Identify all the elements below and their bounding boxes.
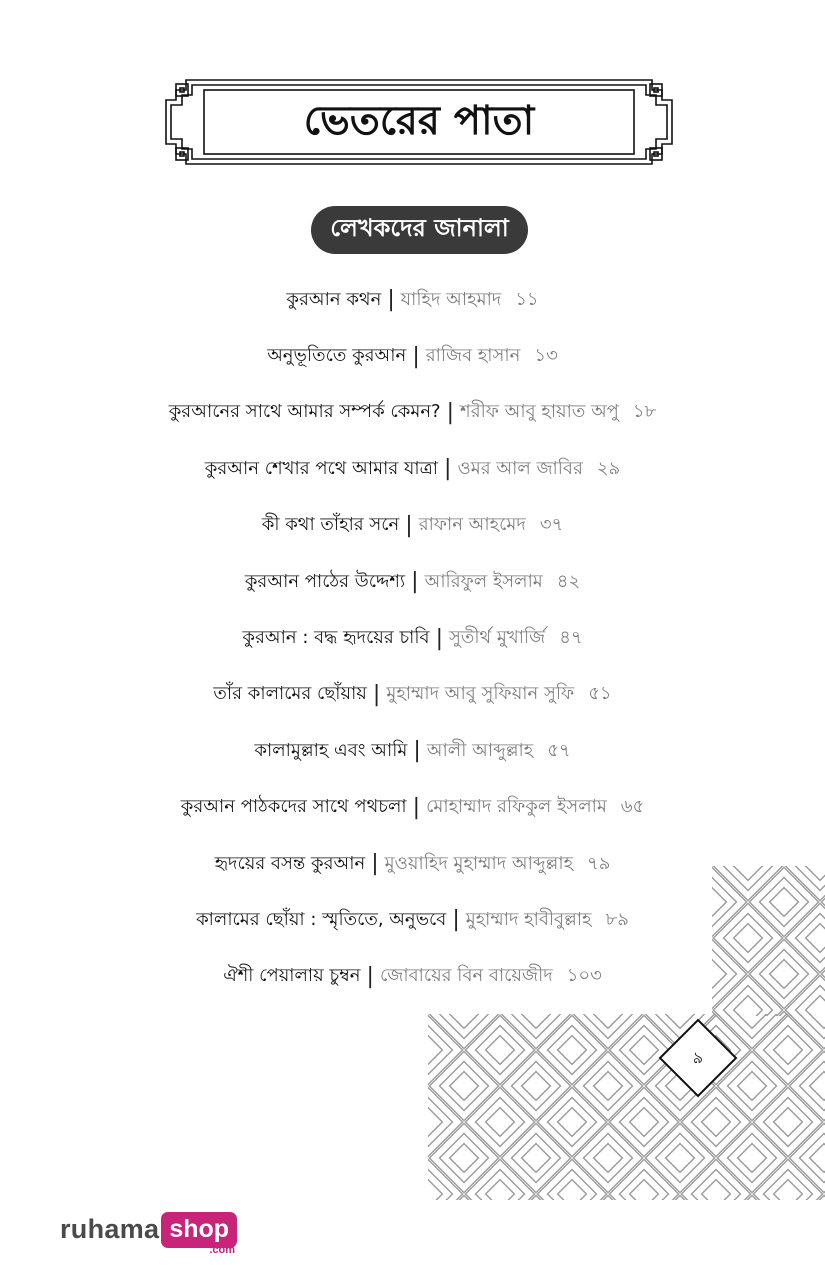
toc-entry-title: কুরআন : বদ্ধ হৃদয়ের চাবি	[242, 627, 430, 649]
pattern-diamond	[738, 1014, 767, 1028]
toc-separator: |	[411, 569, 419, 595]
toc-entry-page: ৩৭	[539, 514, 564, 536]
logo-suffix: .com	[209, 1244, 236, 1256]
publisher-logo	[60, 1212, 237, 1260]
toc-separator: |	[412, 343, 420, 369]
toc-entry-title: ঐশী পেয়ালায় চুম্বন	[223, 965, 361, 987]
page-number: ৯	[692, 1047, 704, 1067]
toc-entry	[0, 385, 825, 441]
toc-separator: |	[413, 738, 421, 764]
pattern-diamond	[573, 1014, 642, 1049]
pattern-diamond	[666, 1144, 695, 1173]
toc-entry	[0, 328, 825, 384]
toc-entry	[0, 272, 825, 328]
toc-entry-title: তাঁর কালামের ছোঁয়ায়	[213, 683, 367, 705]
pattern-diamond	[486, 1180, 515, 1200]
pattern-diamond	[594, 1014, 623, 1028]
pattern-diamond	[428, 1087, 463, 1156]
pattern-diamond	[522, 1072, 551, 1101]
toc-entry-author: ওমর আল জাবির	[457, 457, 583, 479]
toc-entry-title: হৃদয়ের বসন্ত কুরআন	[214, 852, 366, 874]
title-frame	[164, 78, 674, 166]
pattern-diamond	[594, 1072, 623, 1101]
toc-separator: |	[444, 456, 452, 482]
toc-entry	[0, 441, 825, 497]
pattern-diamond	[774, 1108, 803, 1137]
pattern-diamond	[630, 1180, 659, 1200]
pattern-diamond	[450, 1072, 479, 1101]
toc-entry	[0, 780, 825, 836]
pattern-diamond	[522, 1144, 551, 1173]
toc-entry-author: মোহাম্মাদ রফিকুল ইসলাম	[426, 796, 607, 818]
toc-entry-author: সুতীর্থ মুখার্জি	[448, 627, 546, 649]
toc-entry-title: কী কথা তাঁহার সনে	[261, 514, 400, 536]
toc-entry-title: কালামের ছোঁয়া : স্মৃতিতে, অনুভবে	[196, 908, 447, 930]
pattern-diamond	[428, 1015, 463, 1084]
logo-badge-text: shop	[161, 1212, 237, 1248]
pattern-diamond	[774, 1180, 803, 1200]
logo-brand-text: ruhama	[60, 1214, 160, 1244]
pattern-diamond	[810, 1072, 825, 1101]
toc-entry-author: শরীফ আবু হায়াত অপু	[460, 401, 619, 423]
toc-entry-title: কুরআন কথন	[286, 288, 382, 310]
toc-entry	[0, 667, 825, 723]
pattern-diamond	[501, 1014, 570, 1049]
toc-entry-page: ৫১	[588, 683, 612, 705]
toc-entry-page: ৫৭	[547, 739, 571, 761]
toc-entry-page: ৪২	[556, 570, 581, 592]
pattern-diamond	[702, 1108, 731, 1137]
pattern-diamond	[630, 1036, 659, 1065]
pattern-diamond	[428, 1036, 442, 1065]
pattern-diamond	[558, 1036, 587, 1065]
logo-badge	[161, 1212, 237, 1256]
pattern-diamond	[789, 1051, 825, 1120]
toc-entry-page: ৭৯	[587, 852, 611, 874]
pattern-diamond	[428, 1108, 442, 1137]
toc-entry-page: ৪৭	[559, 627, 583, 649]
pattern-diamond	[738, 1144, 767, 1173]
pattern-diamond	[738, 1072, 767, 1101]
toc-entry-author: যাহিদ আহমাদ	[400, 288, 502, 310]
pattern-diamond	[522, 1014, 551, 1028]
toc-entry-author: রাজিব হাসান	[425, 345, 521, 367]
toc-separator: |	[435, 625, 443, 651]
decorative-pattern-bottom	[428, 1014, 825, 1200]
toc-entry-author: আরিফুল ইসলাম	[424, 570, 543, 592]
pattern-diamond	[630, 1108, 659, 1137]
toc-entry	[0, 949, 825, 1005]
toc-entry-page: ১০৩	[566, 965, 602, 987]
toc-entry-title: কুরআনের সাথে আমার সম্পর্ক কেমন?	[168, 401, 441, 423]
pattern-diamond	[789, 1123, 825, 1192]
toc-entry-page: ৬৫	[620, 796, 645, 818]
pattern-diamond	[429, 1014, 498, 1049]
toc-entry-title: অনুভূতিতে কুরআন	[267, 345, 407, 367]
toc-entry-page: ৮৯	[605, 908, 629, 930]
toc-entry-page: ২৯	[596, 457, 621, 479]
toc-entry-title: কালামুল্লাহ এবং আমি	[254, 739, 408, 761]
toc-separator: |	[412, 794, 421, 820]
toc-entry-page: ১৮	[632, 401, 657, 423]
toc-separator: |	[371, 851, 379, 877]
toc-entry	[0, 836, 825, 892]
pattern-diamond	[594, 1144, 623, 1173]
section-heading: লেখকদের জানালা	[311, 206, 528, 254]
toc-entry	[0, 892, 825, 948]
pattern-diamond	[558, 1108, 587, 1137]
pattern-diamond	[810, 1144, 825, 1173]
toc-entry-page: ১৩	[534, 345, 558, 367]
page-title: ভেতরের পাতা	[303, 97, 535, 144]
toc-entry-author: মুওয়াহিদ মুহাম্মাদ আব্দুল্লাহ	[384, 852, 574, 874]
toc-separator: |	[387, 287, 395, 313]
toc-separator: |	[452, 907, 460, 933]
toc-entry	[0, 554, 825, 610]
table-of-contents	[0, 272, 825, 1005]
pattern-diamond	[486, 1036, 515, 1065]
toc-entry-author: মুহাম্মাদ আবু সুফিয়ান সুফি	[386, 683, 575, 705]
page-number-badge	[658, 1018, 738, 1098]
pattern-diamond	[450, 1144, 479, 1173]
pattern-diamond	[558, 1180, 587, 1200]
toc-entry-author: জোবায়ের বিন বায়েজীদ	[379, 965, 553, 987]
toc-separator: |	[366, 963, 374, 989]
toc-separator: |	[405, 512, 413, 538]
toc-entry	[0, 610, 825, 666]
toc-entry	[0, 498, 825, 554]
pattern-diamond	[450, 1014, 479, 1028]
toc-entry-author: আলী আব্দুল্লাহ	[426, 739, 534, 761]
toc-entry-title: কুরআন পাঠের উদ্দেশ্য	[244, 570, 406, 592]
toc-separator: |	[372, 681, 381, 707]
toc-entry-title: কুরআন পাঠকদের সাথে পথচলা	[180, 796, 407, 818]
pattern-diamond	[486, 1108, 515, 1137]
toc-entry-title: কুরআন শেখার পথে আমার যাত্রা	[204, 457, 439, 479]
toc-separator: |	[446, 399, 455, 425]
pattern-diamond	[789, 1014, 825, 1049]
pattern-diamond	[702, 1180, 731, 1200]
pattern-diamond	[774, 1036, 803, 1065]
toc-entry	[0, 723, 825, 779]
toc-entry-author: মুহাম্মাদ হাবীবুল্লাহ	[465, 908, 592, 930]
toc-entry-page: ১১	[515, 288, 539, 310]
toc-entry-author: রাফান আহমেদ	[418, 514, 526, 536]
